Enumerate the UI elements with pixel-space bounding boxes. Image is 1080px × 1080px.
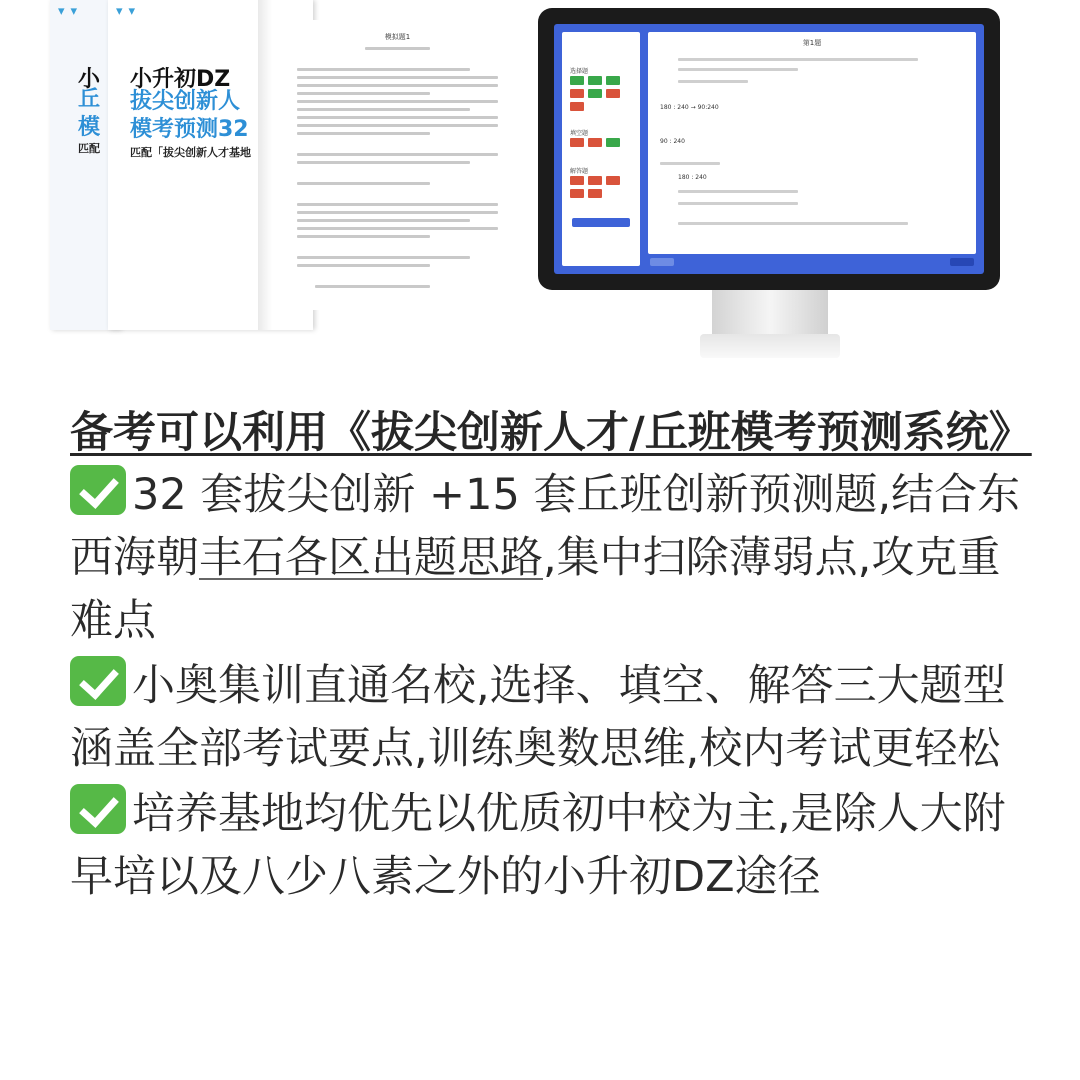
question-cell — [570, 189, 584, 198]
paper-line — [297, 264, 430, 267]
paper-line — [297, 116, 498, 119]
paper-line — [297, 161, 470, 164]
question-text-line — [678, 68, 798, 71]
book-back-tagline: 匹配 — [78, 142, 100, 155]
hero-image — [0, 0, 1080, 380]
paper-line — [297, 203, 498, 206]
next-button — [950, 258, 974, 266]
article — [70, 404, 1030, 909]
bullet-text: 培养基地均优先以优质初中校为主,是除人大附早培以及八少八素之外的小升初DZ途径 — [70, 789, 1006, 902]
monitor — [538, 8, 1000, 290]
answer-text-line — [678, 202, 798, 205]
question-cell — [588, 176, 602, 185]
question-cell — [570, 176, 584, 185]
question-cell — [570, 138, 584, 147]
prev-button — [650, 258, 674, 266]
answer-line: 90 : 240 — [660, 138, 685, 145]
book-tagline: 匹配「拔尖创新人才基地 — [130, 146, 251, 159]
paper-line — [315, 285, 430, 288]
question-title: 第1题 — [802, 39, 822, 47]
monitor-stand-neck — [712, 290, 828, 336]
paper-line — [297, 100, 498, 103]
question-text-line — [678, 80, 748, 83]
answer-text-line — [678, 222, 908, 225]
paper-line — [297, 182, 430, 185]
question-cell — [588, 89, 602, 98]
bullet-point-2 — [70, 655, 1030, 781]
answer-text-line — [678, 190, 798, 193]
paper-line — [297, 92, 430, 95]
paper-line — [297, 68, 470, 71]
paper-line — [297, 211, 498, 214]
book-title: 小升初DZ — [130, 67, 231, 92]
book-spine — [258, 0, 272, 330]
question-panel — [648, 32, 976, 254]
question-cell — [606, 138, 620, 147]
exam-paper — [285, 20, 510, 310]
check-icon — [70, 465, 126, 515]
side-label-fill: 填空题 — [570, 130, 589, 137]
bullet-text: ,集中扫除薄弱点,攻克重难点 — [70, 533, 1001, 646]
side-label-choice: 选择题 — [570, 68, 589, 75]
paper-line — [297, 227, 498, 230]
paper-line — [297, 256, 470, 259]
monitor-stand-base — [700, 334, 840, 358]
bullet-point-1 — [70, 464, 1030, 653]
bullet-text-underlined: 丰石各区出题思路 — [199, 533, 543, 583]
answer-line: 180 : 240 → 90:240 — [660, 104, 719, 111]
answer-text-line — [660, 162, 720, 165]
paper-line — [297, 76, 498, 79]
bullet-text: 小奥集训直通名校,选择、填空、解答三大题型涵盖全部考试要点,训练奥数思维,校内考试更轻松 — [70, 661, 1006, 774]
paper-line — [297, 132, 430, 135]
paper-line — [297, 108, 470, 111]
bullet-text: 32 套拔尖创新 +15 套丘班创新预测题,结合东西海朝 — [70, 470, 1021, 583]
question-cell — [570, 102, 584, 111]
question-cell — [570, 76, 584, 85]
submit-button — [572, 218, 630, 227]
book-front — [108, 0, 313, 330]
question-cell — [588, 76, 602, 85]
side-label-answer: 解答题 — [570, 168, 589, 175]
question-text-line — [678, 58, 918, 61]
question-cell — [606, 89, 620, 98]
question-nav-panel — [562, 32, 640, 266]
monitor-screen — [554, 24, 984, 274]
paper-line — [297, 153, 498, 156]
headline: 备考可以利用《拔尖创新人才/丘班模考预测系统》 — [70, 408, 1032, 458]
book-back-subtitle: 丘 模 — [78, 87, 101, 140]
question-cell — [588, 138, 602, 147]
book-subtitle-1: 拔尖创新人 — [130, 89, 241, 114]
paper-line — [297, 84, 498, 87]
bullet-point-3 — [70, 783, 1030, 909]
book-stack — [50, 0, 275, 330]
paper-line — [297, 124, 498, 127]
question-cell — [606, 176, 620, 185]
question-cell — [570, 89, 584, 98]
book-back-title: 小 — [78, 67, 101, 92]
answer-line: 180 : 240 — [678, 174, 707, 181]
paper-title: 模拟题1 — [384, 33, 411, 41]
paper-line — [297, 235, 430, 238]
paper-line — [365, 47, 430, 50]
book-subtitle-2: 模考预测32 — [130, 117, 249, 142]
book-decoration: ▾▾ — [58, 4, 84, 19]
question-cell — [606, 76, 620, 85]
book-decoration: ▾▾ — [116, 4, 142, 19]
check-icon — [70, 656, 126, 706]
question-cell — [588, 189, 602, 198]
check-icon — [70, 784, 126, 834]
paper-line — [297, 219, 470, 222]
